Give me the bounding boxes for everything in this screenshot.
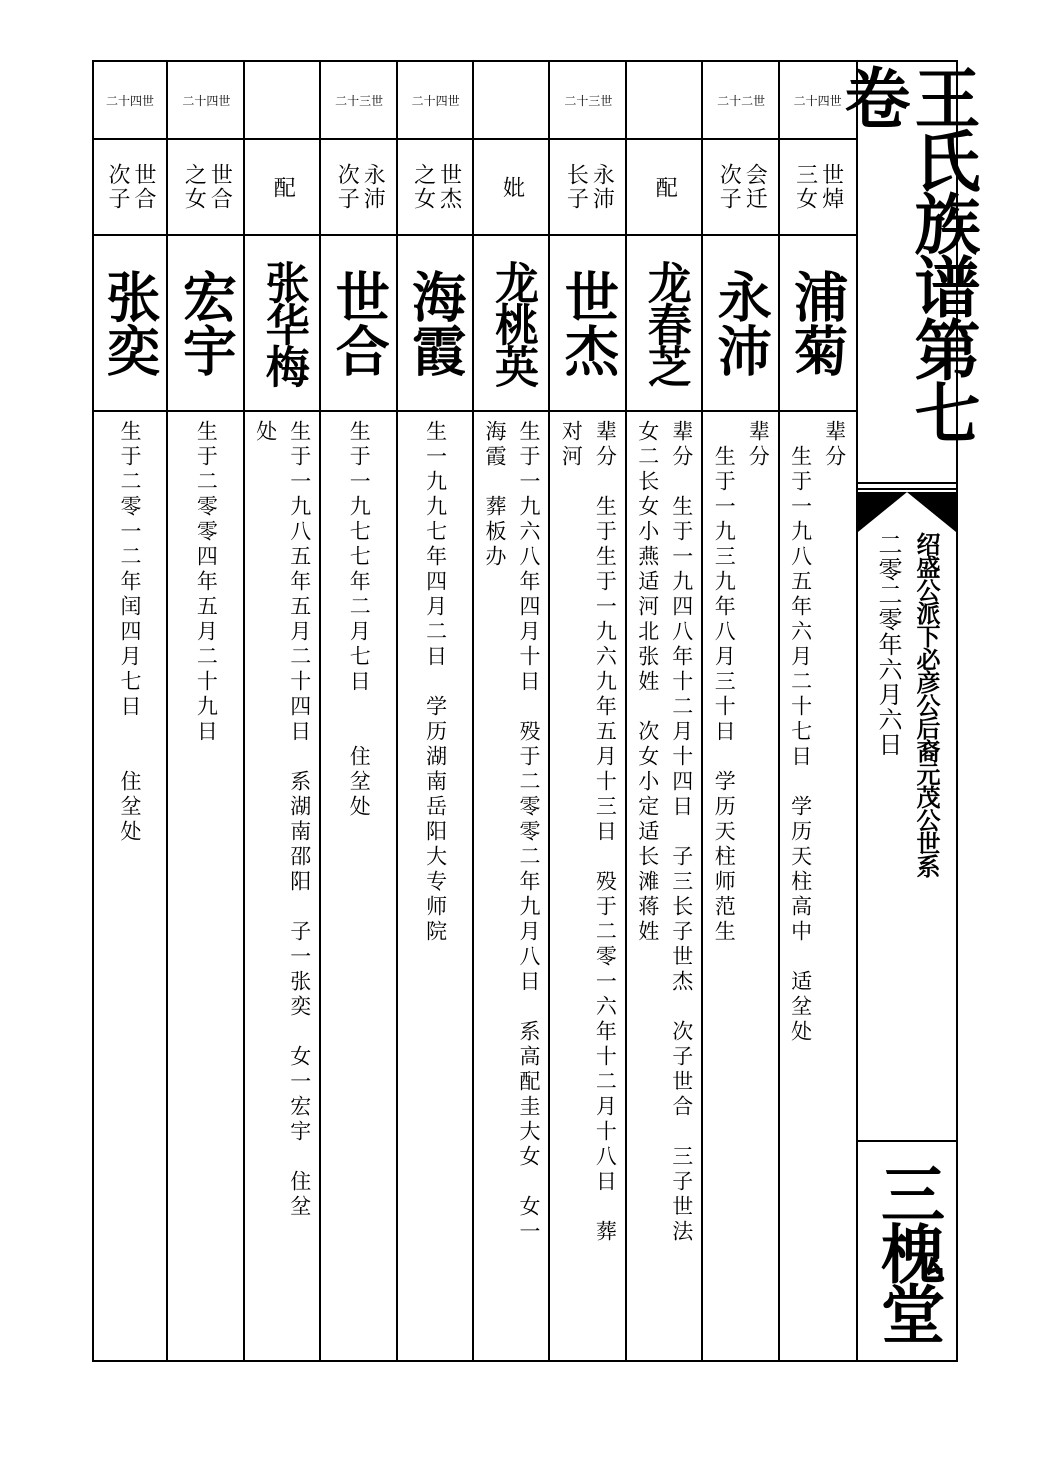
- biography-cell: [168, 412, 244, 1360]
- generation-cell: [245, 62, 321, 140]
- book-subtitle: 绍盛公派下必彦公后裔元茂公世系: [912, 532, 941, 877]
- generation-cell: [168, 62, 244, 140]
- person-name: 龙桃英: [487, 260, 538, 386]
- biography-cell: [474, 412, 550, 1360]
- biography-cell: [92, 412, 168, 1360]
- book-title: 王氏族谱第七卷: [833, 64, 981, 442]
- generation-label: 二十三世: [564, 93, 613, 108]
- biography-cell: [245, 412, 321, 1360]
- relation-text: 永沛: [589, 163, 615, 211]
- generation-label: 二十二世: [717, 93, 766, 108]
- entry-column: [321, 62, 397, 1360]
- title-rule-top: [858, 482, 956, 484]
- entry-column: [474, 62, 550, 1360]
- person-name: 张奕: [98, 269, 162, 377]
- entry-column: [245, 62, 321, 1360]
- name-cell: [321, 236, 397, 412]
- name-cell: [703, 236, 779, 412]
- hall-name: 三槐堂: [870, 1161, 945, 1341]
- person-name: 张华梅: [257, 260, 309, 386]
- biography-line: 生一九九七年四月二日 学历湖南岳阳大专师院: [423, 420, 448, 945]
- subtitle-block: [858, 532, 956, 1132]
- generation-label: 二十四世: [411, 93, 460, 108]
- name-cell: [92, 236, 168, 412]
- relation-cell: [627, 140, 703, 236]
- biography-cell: [627, 412, 703, 1360]
- person-name: 宏宇: [174, 269, 239, 377]
- relation-text: 妣: [499, 176, 525, 198]
- generation-cell: [627, 62, 703, 140]
- entry-column: [398, 62, 474, 1360]
- biography-line: 生于一九八五年六月二十七日 学历天柱高中 适坌处: [788, 420, 813, 1045]
- relation-text: 世合: [131, 163, 156, 211]
- relation-text: 配: [652, 176, 678, 198]
- relation-text: 世焯: [818, 163, 844, 211]
- biography-line: 女二长女小燕适河北张姓 次女小定适长滩蒋姓: [635, 420, 660, 945]
- relation-cell: [398, 140, 474, 236]
- relation-text: 之女: [181, 163, 207, 211]
- biography-line: 生于一九七七年二月七日 住坌处: [347, 420, 372, 820]
- relation-cell: [703, 140, 779, 236]
- person-name: 浦菊: [785, 269, 850, 377]
- biography-line: 生于二零零四年五月二十九日: [194, 420, 219, 745]
- name-cell: [627, 236, 703, 412]
- entry-column: [168, 62, 244, 1360]
- relation-text: 之女: [410, 163, 436, 211]
- generation-cell: [321, 62, 397, 140]
- hall-name-box: [858, 1144, 956, 1358]
- relation-text: 次子: [105, 163, 130, 211]
- relation-cell: [92, 140, 168, 236]
- biography-line: 辈分 生于一九四八年十二月十四日 子三长子世杰 次子世合 三子世法: [669, 420, 694, 1245]
- hall-rule: [858, 1140, 956, 1142]
- generation-cell: [550, 62, 626, 140]
- entry-column: [627, 62, 703, 1360]
- relation-text: 次子: [716, 163, 742, 211]
- generation-label: 二十四世: [793, 93, 842, 108]
- relation-cell: [168, 140, 244, 236]
- entry-column: [703, 62, 779, 1360]
- biography-line: 辈分: [822, 420, 847, 470]
- generation-cell: [398, 62, 474, 140]
- relation-cell: [321, 140, 397, 236]
- relation-text: 世杰: [436, 163, 462, 211]
- person-name: 世杰: [556, 269, 621, 377]
- generation-label: 二十三世: [335, 93, 384, 108]
- relation-text: 长子: [563, 163, 589, 211]
- generation-cell: [474, 62, 550, 140]
- person-name: 永沛: [709, 269, 774, 377]
- name-cell: [245, 236, 321, 412]
- person-name: 海霞: [403, 269, 468, 377]
- biography-line: 辈分 生于生于一九六九年五月十三日 殁于二零一六年十二月十八日 葬: [593, 420, 618, 1245]
- name-cell: [474, 236, 550, 412]
- relation-cell: [245, 140, 321, 236]
- person-name: 世合: [327, 269, 392, 377]
- relation-text: 次子: [334, 163, 360, 211]
- entry-column: [550, 62, 626, 1360]
- biography-line: 辈分: [746, 420, 771, 470]
- biography-cell: [550, 412, 626, 1360]
- biography-cell: [780, 412, 856, 1360]
- relation-text: 会迁: [742, 163, 768, 211]
- biography-line: 生于一九三九年八月三十日 学历天柱师范生: [712, 420, 737, 945]
- biography-line: 海霞 葬板办: [483, 420, 507, 570]
- biography-cell: [703, 412, 779, 1360]
- name-cell: [550, 236, 626, 412]
- biography-line: 生于一九八五年五月二十四日 系湖南邵阳 子一张奕 女一宏宇 住坌: [287, 420, 312, 1220]
- biography-cell: [321, 412, 397, 1360]
- relation-text: 世合: [207, 163, 233, 211]
- biography-line: 生于二零一二年闰四月七日 住坌处: [118, 420, 142, 845]
- title-rule-bottom: [858, 488, 956, 490]
- biography-line: 生于一九六八年四月十日 殁于二零零二年九月八日 系高配圭大女 女一: [517, 420, 541, 1245]
- relation-text: 配: [270, 176, 296, 198]
- generation-label: 二十四世: [182, 93, 231, 108]
- entry-column: [92, 62, 168, 1360]
- biography-line: 对河: [559, 420, 584, 470]
- relation-cell: [474, 140, 550, 236]
- relation-text: 永沛: [360, 163, 386, 211]
- generation-cell: [703, 62, 779, 140]
- person-name: 龙春芝: [639, 260, 691, 386]
- relation-cell: [550, 140, 626, 236]
- generation-cell: [92, 62, 168, 140]
- biography-cell: [398, 412, 474, 1360]
- generation-label: 二十四世: [105, 93, 154, 108]
- relation-text: 三女: [792, 163, 818, 211]
- compile-date: 二零二零年六月六日: [874, 532, 902, 757]
- name-cell: [398, 236, 474, 412]
- name-cell: [168, 236, 244, 412]
- biography-line: 处: [253, 420, 278, 445]
